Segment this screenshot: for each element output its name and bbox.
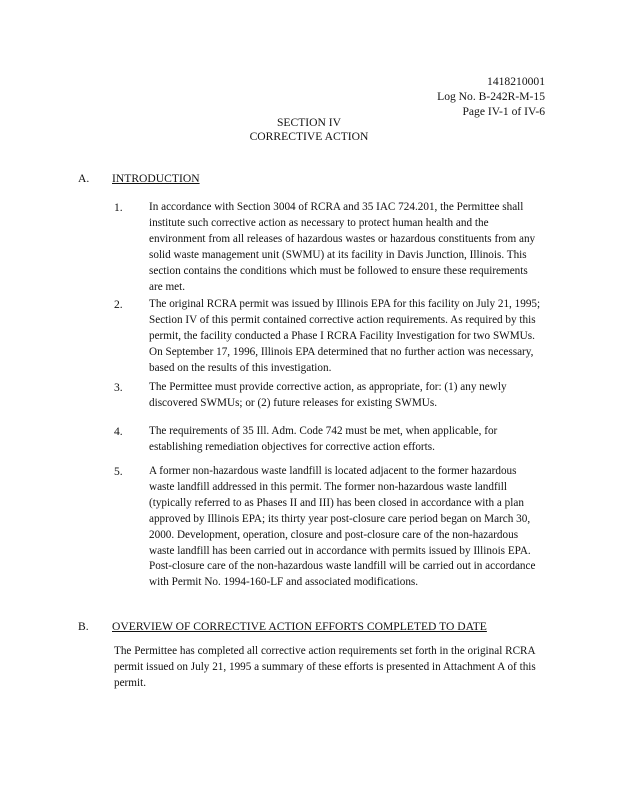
page-header — [437, 74, 545, 119]
section-b-heading: OVERVIEW OF CORRECTIVE ACTION EFFORTS COMPLETED TO DATE — [112, 620, 487, 633]
section-name: CORRECTIVE ACTION — [249, 130, 369, 143]
item-2-text: The original RCRA permit was issued by Illinois EPA for this facility on July 21, 1995; Section IV of this permit contained corrective action requirements. As required by this permit, the facility conducted a Phase I RCRA Facility Investigation for two SWMUs. On September 17, 1996, Illinois EPA determined that no further action was necessary, based on the results of this investigation. — [149, 298, 541, 374]
item-5-number: 5. — [114, 465, 123, 478]
item-3-number: 3. — [114, 381, 123, 394]
section-title — [0, 116, 618, 144]
item-4-text: The requirements of 35 Ill. Adm. Code 742 must be met, when applicable, for establishing remediation objectives for corrective action efforts. — [149, 425, 498, 453]
item-4-number: 4. — [114, 425, 123, 438]
section-b-letter: B. — [78, 620, 89, 633]
log-number: Log No. B-242R-M-15 — [437, 90, 545, 103]
section-number: SECTION IV — [276, 116, 342, 129]
item-3-text: The Permittee must provide corrective action, as appropriate, for: (1) any newly discovered SWMUs; or (2) future releases for existing SWMUs. — [149, 381, 507, 409]
item-5-text: A former non-hazardous waste landfill is located adjacent to the former hazardous waste landfill addressed in this permit. The former non-hazardous waste landfill (typically referred to as Phases II and III) has been closed in accordance with a plan approved by Illinois EPA; its thirty year post-closure care period began on March 30, 2000. Development, operation, closure and post-closure care of the non-hazardous waste landfill has been carried out in accordance with permits issued by Illinois EPA. Post-closure care of the non-hazardous waste landfill will be carried out in accordance with Permit No. 1994-160-LF and associated modifications. — [149, 465, 536, 589]
section-a-letter: A. — [78, 172, 90, 185]
section-a-heading: INTRODUCTION — [112, 172, 200, 185]
item-2-number: 2. — [114, 298, 123, 311]
document-id: 1418210001 — [487, 75, 545, 88]
page-number: Page IV-1 of IV-6 — [462, 105, 545, 118]
item-1-text: In accordance with Section 3004 of RCRA and 35 IAC 724.201, the Permittee shall institute such corrective action as necessary to protect human health and the environment from all releases of hazardous wastes or hazardous constituents from any solid waste management unit (SWMU) at its facility in Davis Junction, Illinois. This section contains the conditions which must be followed to ensure these requirements are met. — [149, 201, 536, 293]
section-b-text: The Permittee has completed all corrective action requirements set forth in the original RCRA permit issued on July 21, 1995 a summary of these efforts is presented in Attachment A of this permit. — [114, 645, 536, 689]
item-1-number: 1. — [114, 201, 123, 214]
